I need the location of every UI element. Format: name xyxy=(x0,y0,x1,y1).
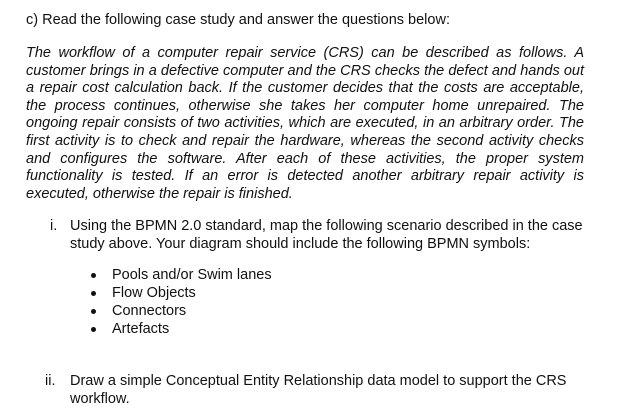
bullet-icon xyxy=(91,291,96,296)
section-heading: c) Read the following case study and answer the questions below: xyxy=(26,12,450,28)
list-item: Pools and/or Swim lanes xyxy=(88,266,272,284)
bullet-icon xyxy=(91,327,96,332)
list-item: Artefacts xyxy=(88,320,272,338)
question-text: Draw a simple Conceptual Entity Relationship data model to support the CRS workflow. xyxy=(70,373,567,407)
question-number: ii. xyxy=(45,373,56,389)
bullet-icon xyxy=(91,273,96,278)
bullet-icon xyxy=(91,309,96,314)
question-ii xyxy=(45,372,605,408)
question-text: Using the BPMN 2.0 standard, map the following scenario described in the case study above. Your diagram should include the following BPMN symbols: xyxy=(70,218,583,252)
question-i xyxy=(45,217,605,253)
list-item: Connectors xyxy=(88,302,272,320)
list-item: Flow Objects xyxy=(88,284,272,302)
bpmn-symbol-list xyxy=(88,266,272,338)
question-number: i. xyxy=(50,218,58,234)
case-study-paragraph: The workflow of a computer repair service (CRS) can be described as follows. A customer brings in a defective computer and the CRS checks the defect and hands out a repair cost calculation back. If the customer decides that the costs are acceptable, the process continues, otherwise she takes her computer home unrepaired. The ongoing repair consists of two activities, which are executed, in an arbitrary order. The first activity is to check and repair the hardware, whereas the second activity checks and configures the software. After each of these activities, the proper system functionality is tested. If an error is detected another arbitrary repair activity is executed, otherwise the repair is finished. xyxy=(26,45,584,202)
